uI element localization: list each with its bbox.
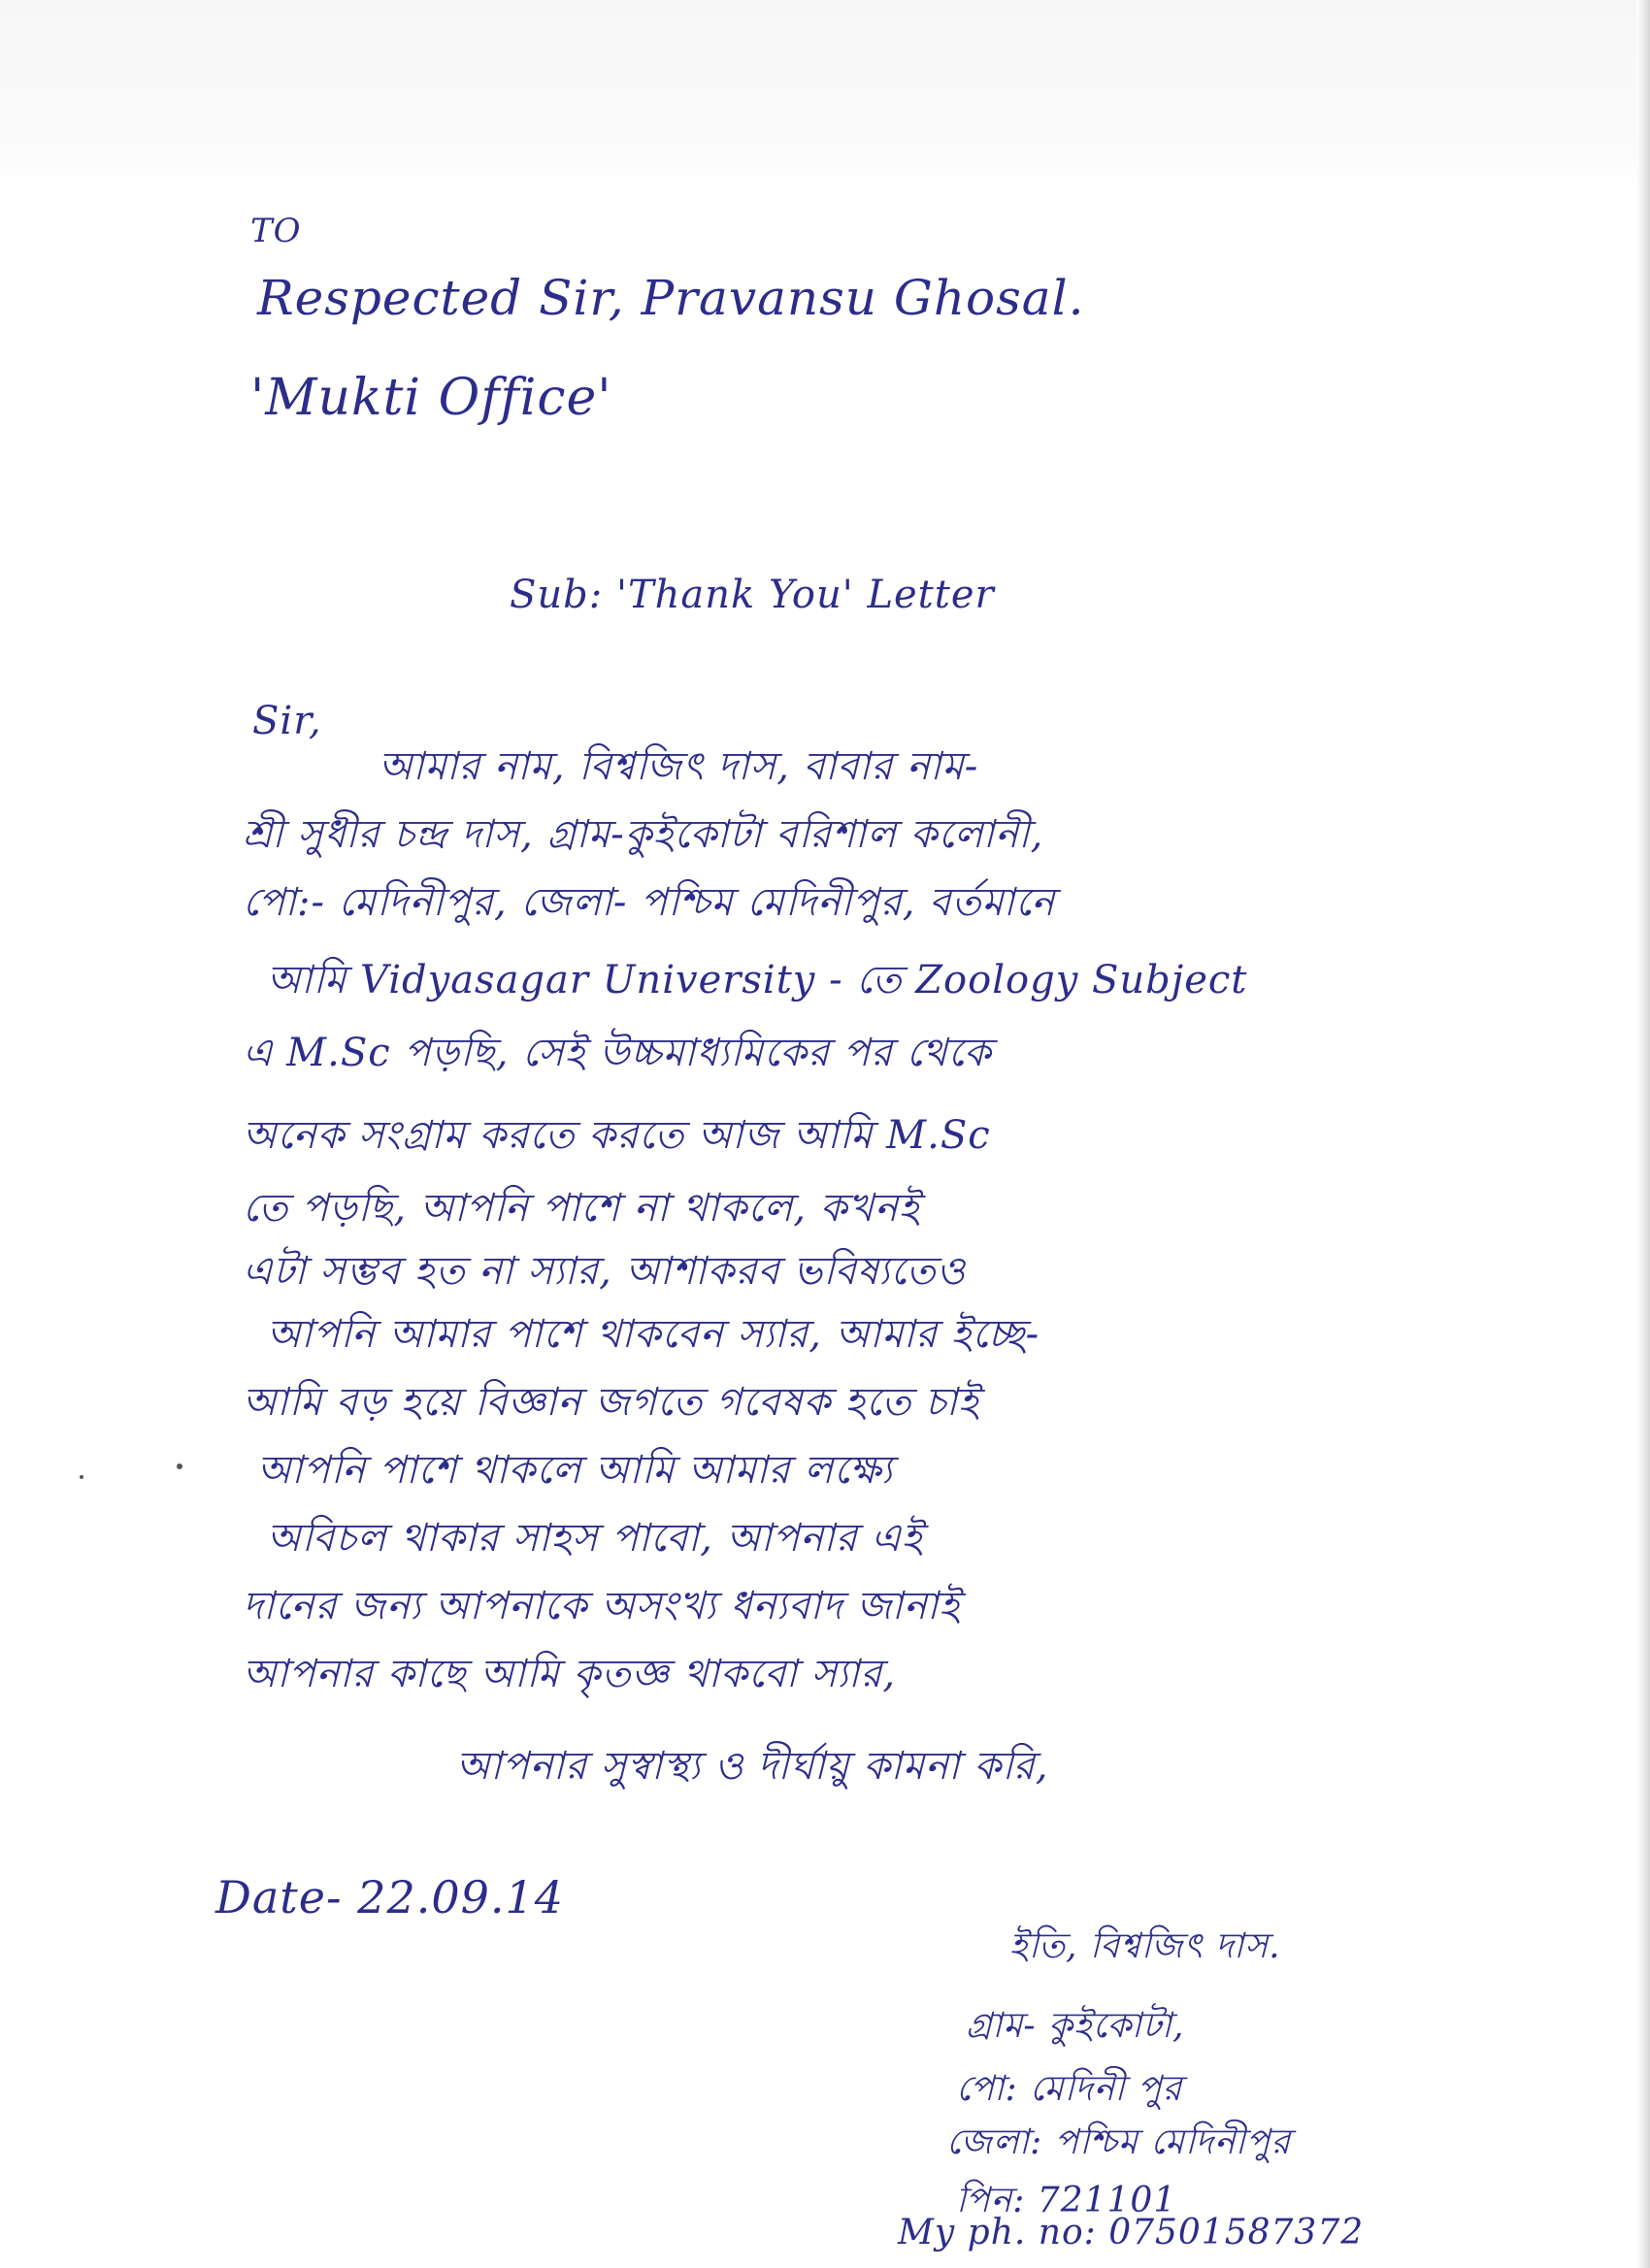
paper-edge — [1636, 0, 1650, 2268]
subject-line: Sub: 'Thank You' Letter — [510, 573, 995, 617]
signature-line: জেলা: পশ্চিম মেদিনীপুর — [946, 2122, 1292, 2162]
body-line: আপনি আমার পাশে থাকবেন স্যার, আমার ইচ্ছে- — [267, 1312, 1040, 1357]
body-line: আমি Vidyasagar University - তে Zoology Subject — [267, 958, 1248, 1003]
body-line: তে পড়ছি, আপনি পাশে না থাকলে, কখনই — [243, 1186, 920, 1231]
body-line: আপনার কাছে আমি কৃতজ্ঞ থাকবো স্যার, — [243, 1652, 897, 1696]
signature-line: পিন: 721101 — [956, 2181, 1177, 2220]
paper-fold-shadow — [0, 0, 1650, 184]
signature-line: গ্রাম- কুইকোটা, — [966, 2006, 1185, 2046]
body-line: আপনি পাশে থাকলে আমি আমার লক্ষ্যে — [257, 1448, 894, 1493]
body-line: আমার নাম, বিশ্বজিৎ দাস, বাবার নাম- — [379, 744, 979, 789]
body-line: আমি বড় হয়ে বিজ্ঞান জগতে গবেষক হতে চাই — [243, 1380, 980, 1425]
ink-speck — [80, 1475, 83, 1479]
ink-speck — [177, 1463, 182, 1469]
recipient-line: Respected Sir, Pravansu Ghosal. — [257, 270, 1085, 326]
body-line: অবিচল থাকার সাহস পাবো, আপনার এই — [267, 1516, 923, 1561]
date-line: Date- 22.09.14 — [215, 1871, 565, 1923]
phone-line: My ph. no: 07501587372 — [898, 2213, 1365, 2252]
to-label: TO — [250, 212, 302, 250]
body-line: আপনার সুস্বাস্থ্য ও দীর্ঘায়ু কামনা করি, — [456, 1744, 1049, 1789]
office-line: 'Mukti Office' — [250, 369, 612, 427]
body-line: অনেক সংগ্রাম করতে করতে আজ আমি M.Sc — [243, 1113, 991, 1158]
body-line: এটা সম্ভব হত না স্যার, আশাকরব ভবিষ্যতেও — [243, 1249, 967, 1294]
body-line: এ M.Sc পড়ছি, সেই উচ্চমাধ্যমিকের পর থেকে — [243, 1031, 992, 1075]
salutation: Sir, — [252, 699, 322, 743]
signature-line: পো: মেদিনী পুর — [956, 2069, 1183, 2109]
signature-line: ইতি, বিশ্বজিৎ দাস. — [1009, 1926, 1281, 1966]
body-line: পো:- মেদিনীপুর, জেলা- পশ্চিম মেদিনীপুর, বর্তমানে — [243, 880, 1056, 925]
body-line: শ্রী সুধীর চন্দ্র দাস, গ্রাম-কুইকোটা বরিশাল কলোনী, — [243, 812, 1044, 857]
body-line: দানের জন্য আপনাকে অসংখ্য ধন্যবাদ জানাই — [243, 1584, 961, 1628]
